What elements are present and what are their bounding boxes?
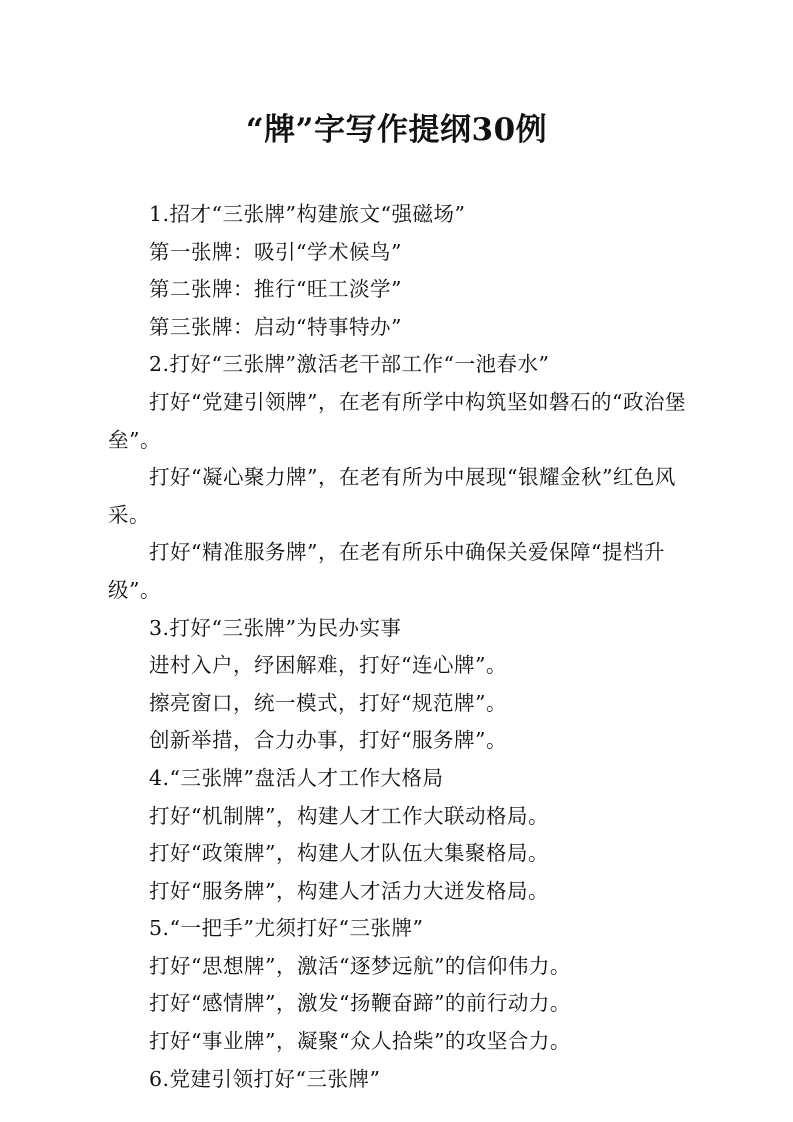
outline-item: 打好“政策牌”，构建人才队伍大集聚格局。	[149, 841, 549, 866]
outline-item: 第三张牌：启动“特事特办”	[149, 314, 402, 339]
document-title: “牌”字写作提纲30例	[245, 112, 548, 148]
outline-item: 打好“思想牌”，激活“逐梦远航”的信仰伟力。	[149, 953, 571, 978]
outline-item: 打好“服务牌”，构建人才活力大迸发格局。	[149, 878, 549, 903]
outline-heading: 2.打好“三张牌”激活老干部工作“一池春水”	[149, 352, 550, 377]
outline-item: 擦亮窗口，统一模式，打好“规范牌”。	[149, 690, 507, 715]
outline-item: 打好“感情牌”，激发“扬鞭奋蹄”的前行动力。	[149, 991, 571, 1016]
outline-item: 打好“凝心聚力牌”，在老有所为中展现“银耀金秋”红色风采。	[108, 465, 676, 527]
outline-item: 打好“机制牌”，构建人才工作大联动格局。	[149, 803, 549, 828]
outline-item: 打好“精准服务牌”，在老有所乐中确保关爱保障“提档升级”。	[108, 540, 665, 602]
outline-heading: 5.“一把手”尤须打好“三张牌”	[149, 916, 424, 941]
outline-item: 创新举措，合力办事，打好“服务牌”。	[149, 728, 507, 753]
outline-heading: 6.党建引领打好“三张牌”	[149, 1066, 381, 1091]
outline-item: 打好“党建引领牌”，在老有所学中构筑坚如磐石的“政治堡垒”。	[108, 389, 686, 452]
outline-heading: 1.招才“三张牌”构建旅文“强磁场”	[149, 202, 466, 226]
outline-item: 进村入户，纾困解难，打好“连心牌”。	[149, 653, 507, 678]
outline-item: 第二张牌：推行“旺工淡学”	[149, 277, 402, 302]
outline-heading: 3.打好“三张牌”为民办实事	[149, 615, 402, 640]
outline-heading: 4.“三张牌”盘活人才工作大格局	[149, 765, 444, 790]
document-body	[108, 196, 693, 1098]
outline-item: 第一张牌：吸引“学术候鸟”	[149, 239, 402, 264]
outline-item: 打好“事业牌”，凝聚“众人拾柴”的攻坚合力。	[149, 1029, 571, 1054]
